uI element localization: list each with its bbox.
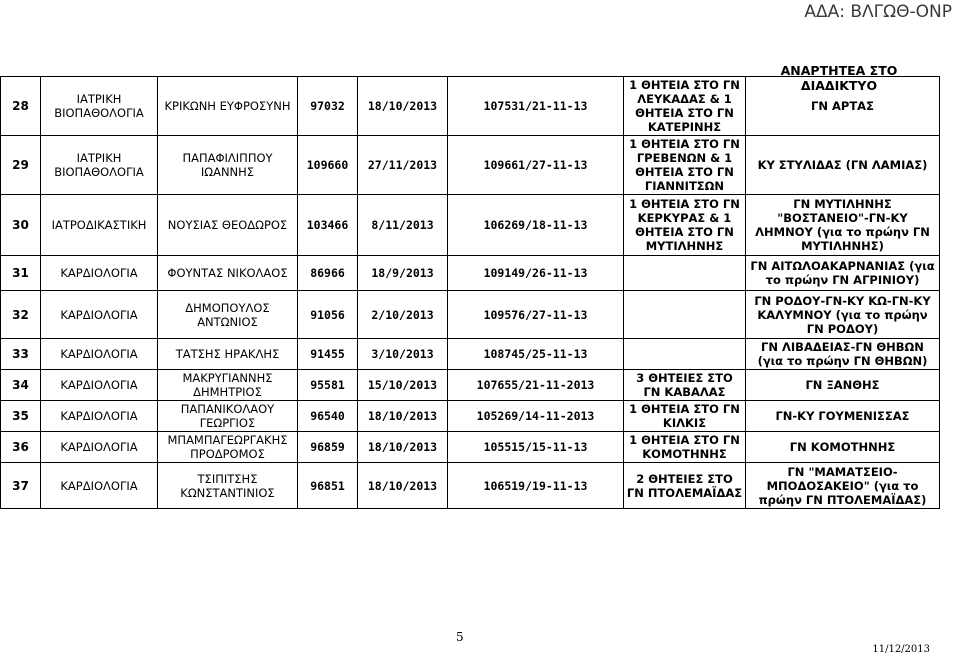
row-number: 36 — [1, 432, 41, 463]
service-history — [624, 256, 746, 291]
column-header-post: ΑΝΑΡΤΗΤΕΑ ΣΤΟ ΔΙΑΔΙΚΤΥΟ — [780, 63, 898, 93]
doctor-name: ΝΟΥΣΙΑΣ ΘΕΟΔΩΡΟΣ — [158, 195, 298, 256]
doctor-name: ΦΟΥΝΤΑΣ ΝΙΚΟΛΑΟΣ — [158, 256, 298, 291]
row-number: 29 — [1, 136, 41, 195]
doctor-name: ΚΡΙΚΩΝΗ ΕΥΦΡΟΣΥΝΗ — [158, 77, 298, 136]
row-number: 28 — [1, 77, 41, 136]
table-row — [1, 195, 940, 256]
table-row — [1, 370, 940, 401]
service-history — [624, 291, 746, 339]
application-date: 18/10/2013 — [358, 401, 448, 432]
application-date: 15/10/2013 — [358, 370, 448, 401]
assigned-post: ΓΝ "ΜΑΜΑΤΣΕΙΟ-ΜΠΟΔΟΣΑΚΕΙΟ" (για το πρώην ΓΝ ΠΤΟΛΕΜΑΪΔΑΣ) — [746, 463, 940, 509]
application-date: 18/9/2013 — [358, 256, 448, 291]
assigned-post: ΓΝ ΛΙΒΑΔΕΙΑΣ-ΓΝ ΘΗΒΩΝ (για το πρώην ΓΝ ΘΗΒΩΝ) — [746, 339, 940, 370]
table-row — [1, 401, 940, 432]
reg-number: 97032 — [298, 77, 358, 136]
assigned-post: ΓΝ ΜΥΤΙΛΗΝΗΣ "ΒΟΣΤΑΝΕΙΟ"-ΓΝ-ΚΥ ΛΗΜΝΟΥ (για το πρώην ΓΝ ΜΥΤΙΛΗΝΗΣ) — [746, 195, 940, 256]
row-number: 32 — [1, 291, 41, 339]
assigned-post: ΓΝ-ΚΥ ΓΟΥΜΕΝΙΣΣΑΣ — [746, 401, 940, 432]
service-history: 1 ΘΗΤΕΙΑ ΣΤΟ ΓΝ ΚΙΛΚΙΣ — [624, 401, 746, 432]
page-number: 5 — [456, 630, 464, 644]
reg-number: 86966 — [298, 256, 358, 291]
appointments-table — [0, 76, 939, 509]
reg-number: 96859 — [298, 432, 358, 463]
protocol-number: 109576/27-11-13 — [448, 291, 624, 339]
reg-number: 103466 — [298, 195, 358, 256]
protocol-number: 106519/19-11-13 — [448, 463, 624, 509]
application-date: 3/10/2013 — [358, 339, 448, 370]
specialty: ΚΑΡΔΙΟΛΟΓΙΑ — [41, 291, 158, 339]
doctor-name: ΠΑΠΑΝΙΚΟΛΑΟΥ ΓΕΩΡΓΙΟΣ — [158, 401, 298, 432]
doctor-name: ΜΑΚΡΥΓΙΑΝΝΗΣ ΔΗΜΗΤΡΙΟΣ — [158, 370, 298, 401]
assigned-post: ΓΝ ΑΙΤΩΛΟΑΚΑΡΝΑΝΙΑΣ (για το πρώην ΓΝ ΑΓΡΙΝΙΟΥ) — [746, 256, 940, 291]
table-row — [1, 291, 940, 339]
ada-watermark: ΑΔΑ: ΒΛΓΩΘ-ΟΝΡ — [804, 2, 952, 22]
reg-number: 95581 — [298, 370, 358, 401]
reg-number: 91455 — [298, 339, 358, 370]
assigned-post: ΓΝ ΑΡΤΑΣ — [746, 77, 940, 136]
doctor-name: ΤΣΙΠΙΤΣΗΣ ΚΩΝΣΤΑΝΤΙΝΙΟΣ — [158, 463, 298, 509]
doctor-name: ΤΑΤΣΗΣ ΗΡΑΚΛΗΣ — [158, 339, 298, 370]
application-date: 8/11/2013 — [358, 195, 448, 256]
row-number: 35 — [1, 401, 41, 432]
application-date: 18/10/2013 — [358, 432, 448, 463]
row-number: 30 — [1, 195, 41, 256]
service-history: 3 ΘΗΤΕΙΕΣ ΣΤΟ ΓΝ ΚΑΒΑΛΑΣ — [624, 370, 746, 401]
protocol-number: 107531/21-11-13 — [448, 77, 624, 136]
service-history: 1 ΘΗΤΕΙΑ ΣΤΟ ΓΝ ΚΟΜΟΤΗΝΗΣ — [624, 432, 746, 463]
application-date: 2/10/2013 — [358, 291, 448, 339]
table-row — [1, 77, 940, 136]
assigned-post: ΓΝ ΚΟΜΟΤΗΝΗΣ — [746, 432, 940, 463]
application-date: 18/10/2013 — [358, 463, 448, 509]
row-number: 33 — [1, 339, 41, 370]
protocol-number: 106269/18-11-13 — [448, 195, 624, 256]
service-history: 1 ΘΗΤΕΙΑ ΣΤΟ ΓΝ ΓΡΕΒΕΝΩΝ & 1 ΘΗΤΕΙΑ ΣΤΟ ΓΝ ΓΙΑΝΝΙΤΣΩΝ — [624, 136, 746, 195]
specialty: ΚΑΡΔΙΟΛΟΓΙΑ — [41, 339, 158, 370]
specialty: ΚΑΡΔΙΟΛΟΓΙΑ — [41, 401, 158, 432]
protocol-number: 109149/26-11-13 — [448, 256, 624, 291]
service-history: 1 ΘΗΤΕΙΑ ΣΤΟ ΓΝ ΛΕΥΚΑΔΑΣ & 1 ΘΗΤΕΙΑ ΣΤΟ ΓΝ ΚΑΤΕΡΙΝΗΣ — [624, 77, 746, 136]
specialty: ΙΑΤΡΙΚΗ ΒΙΟΠΑΘΟΛΟΓΙΑ — [41, 77, 158, 136]
table-row — [1, 339, 940, 370]
specialty: ΚΑΡΔΙΟΛΟΓΙΑ — [41, 256, 158, 291]
protocol-number: 105515/15-11-13 — [448, 432, 624, 463]
doctor-name: ΔΗΜΟΠΟΥΛΟΣ ΑΝΤΩΝΙΟΣ — [158, 291, 298, 339]
table-row — [1, 136, 940, 195]
service-history — [624, 339, 746, 370]
protocol-number: 109661/27-11-13 — [448, 136, 624, 195]
protocol-number: 107655/21-11-2013 — [448, 370, 624, 401]
reg-number: 96540 — [298, 401, 358, 432]
specialty: ΙΑΤΡΙΚΗ ΒΙΟΠΑΘΟΛΟΓΙΑ — [41, 136, 158, 195]
assigned-post: ΚΥ ΣΤΥΛΙΔΑΣ (ΓΝ ΛΑΜΙΑΣ) — [746, 136, 940, 195]
table-row — [1, 432, 940, 463]
row-number: 31 — [1, 256, 41, 291]
row-number: 34 — [1, 370, 41, 401]
specialty: ΚΑΡΔΙΟΛΟΓΙΑ — [41, 432, 158, 463]
service-history: 1 ΘΗΤΕΙΑ ΣΤΟ ΓΝ ΚΕΡΚΥΡΑΣ & 1 ΘΗΤΕΙΑ ΣΤΟ ΓΝ ΜΥΤΙΛΗΝΗΣ — [624, 195, 746, 256]
specialty: ΙΑΤΡΟΔΙΚΑΣΤΙΚΗ — [41, 195, 158, 256]
doctor-name: ΜΠΑΜΠΑΓΕΩΡΓΑΚΗΣ ΠΡΟΔΡΟΜΟΣ — [158, 432, 298, 463]
application-date: 18/10/2013 — [358, 77, 448, 136]
specialty: ΚΑΡΔΙΟΛΟΓΙΑ — [41, 370, 158, 401]
reg-number: 91056 — [298, 291, 358, 339]
doctor-name: ΠΑΠΑΦΙΛΙΠΠΟΥ ΙΩΑΝΝΗΣ — [158, 136, 298, 195]
assigned-post: ΓΝ ΞΑΝΘΗΣ — [746, 370, 940, 401]
protocol-number: 108745/25-11-13 — [448, 339, 624, 370]
footer-date: 11/12/2013 — [872, 644, 930, 655]
specialty: ΚΑΡΔΙΟΛΟΓΙΑ — [41, 463, 158, 509]
service-history: 2 ΘΗΤΕΙΕΣ ΣΤΟ ΓΝ ΠΤΟΛΕΜΑΪΔΑΣ — [624, 463, 746, 509]
row-number: 37 — [1, 463, 41, 509]
table-row — [1, 463, 940, 509]
reg-number: 96851 — [298, 463, 358, 509]
table-row — [1, 256, 940, 291]
reg-number: 109660 — [298, 136, 358, 195]
protocol-number: 105269/14-11-2013 — [448, 401, 624, 432]
application-date: 27/11/2013 — [358, 136, 448, 195]
assigned-post: ΓΝ ΡΟΔΟΥ-ΓΝ-ΚΥ ΚΩ-ΓΝ-ΚΥ ΚΑΛΥΜΝΟΥ (για το πρώην ΓΝ ΡΟΔΟΥ) — [746, 291, 940, 339]
